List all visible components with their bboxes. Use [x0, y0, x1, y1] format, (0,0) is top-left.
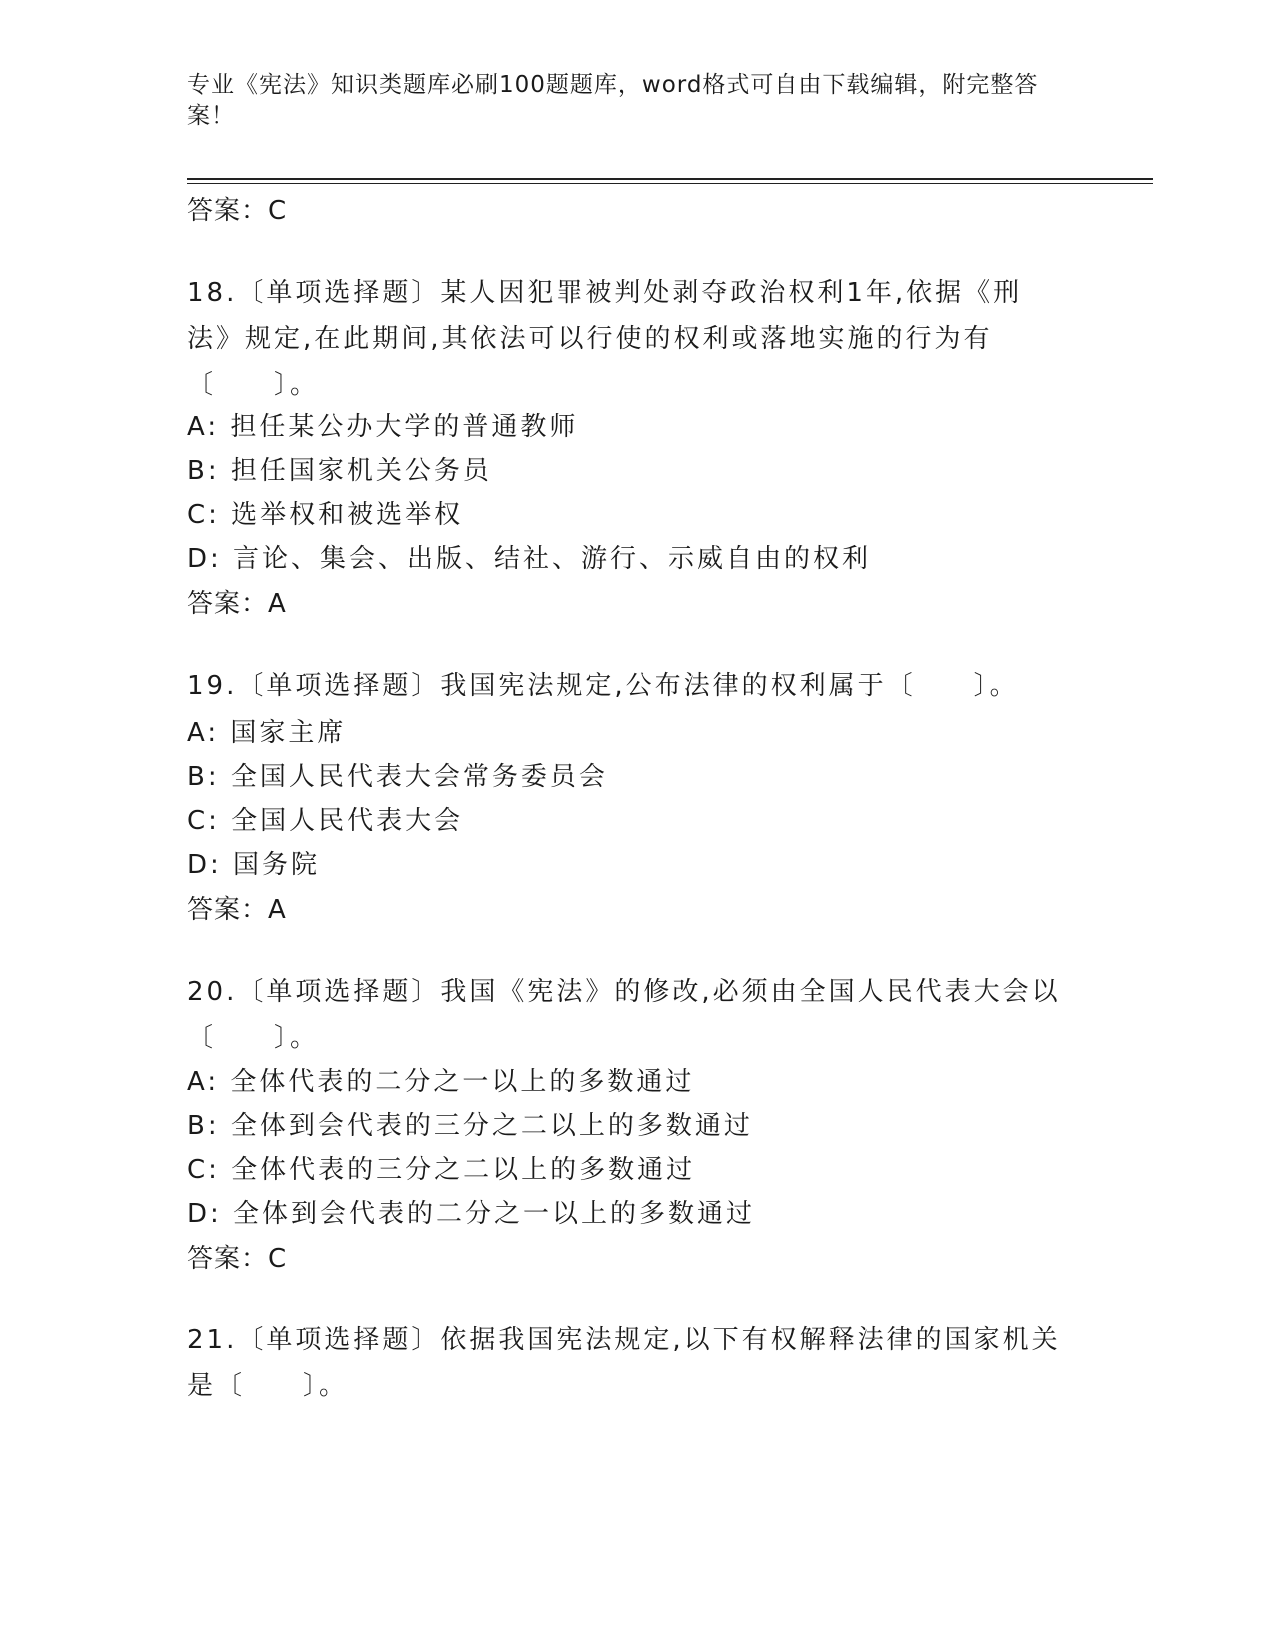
question-18-option-b: B: 担任国家机关公务员: [187, 456, 492, 486]
question-20-option-b: B: 全体到会代表的三分之二以上的多数通过: [187, 1111, 753, 1141]
question-18-answer: 答案：A: [187, 589, 287, 619]
question-20-option-a: A: 全体代表的二分之一以上的多数通过: [187, 1067, 695, 1097]
question-18-text: 18.〔单项选择题〕某人因犯罪被判处剥夺政治权利1年,依据《刑法》规定,在此期间,其依法可以行使的权利或落地实施的行为有〔 〕。: [187, 278, 1023, 400]
question-18-option-c: C: 选举权和被选举权: [187, 500, 464, 530]
document-header: 专业《宪法》知识类题库必刷100题题库，word格式可自由下载编辑，附完整答案！: [187, 72, 1039, 129]
header-rule-thin: [187, 183, 1153, 184]
question-19-option-c: C: 全国人民代表大会: [187, 806, 464, 836]
question-21-text: 21.〔单项选择题〕依据我国宪法规定,以下有权解释法律的国家机关是〔 〕。: [187, 1325, 1061, 1401]
question-18-option-d: D: 言论、集会、出版、结社、游行、示威自由的权利: [187, 544, 872, 574]
question-19-answer: 答案：A: [187, 895, 287, 925]
question-19-option-b: B: 全国人民代表大会常务委员会: [187, 762, 608, 792]
question-19-text: 19.〔单项选择题〕我国宪法规定,公布法律的权利属于〔 〕。: [187, 671, 1019, 701]
header-rule: [187, 178, 1153, 180]
question-20-option-d: D: 全体到会代表的二分之一以上的多数通过: [187, 1199, 756, 1229]
question-20-answer: 答案：C: [187, 1244, 288, 1274]
answer-17: 答案：C: [187, 196, 288, 226]
question-19-option-d: D: 国务院: [187, 850, 321, 880]
question-18-option-a: A: 担任某公办大学的普通教师: [187, 412, 579, 442]
question-20-text: 20.〔单项选择题〕我国《宪法》的修改,必须由全国人民代表大会以〔 〕。: [187, 977, 1061, 1053]
question-20-option-c: C: 全体代表的三分之二以上的多数通过: [187, 1155, 696, 1185]
question-19-option-a: A: 国家主席: [187, 718, 347, 748]
